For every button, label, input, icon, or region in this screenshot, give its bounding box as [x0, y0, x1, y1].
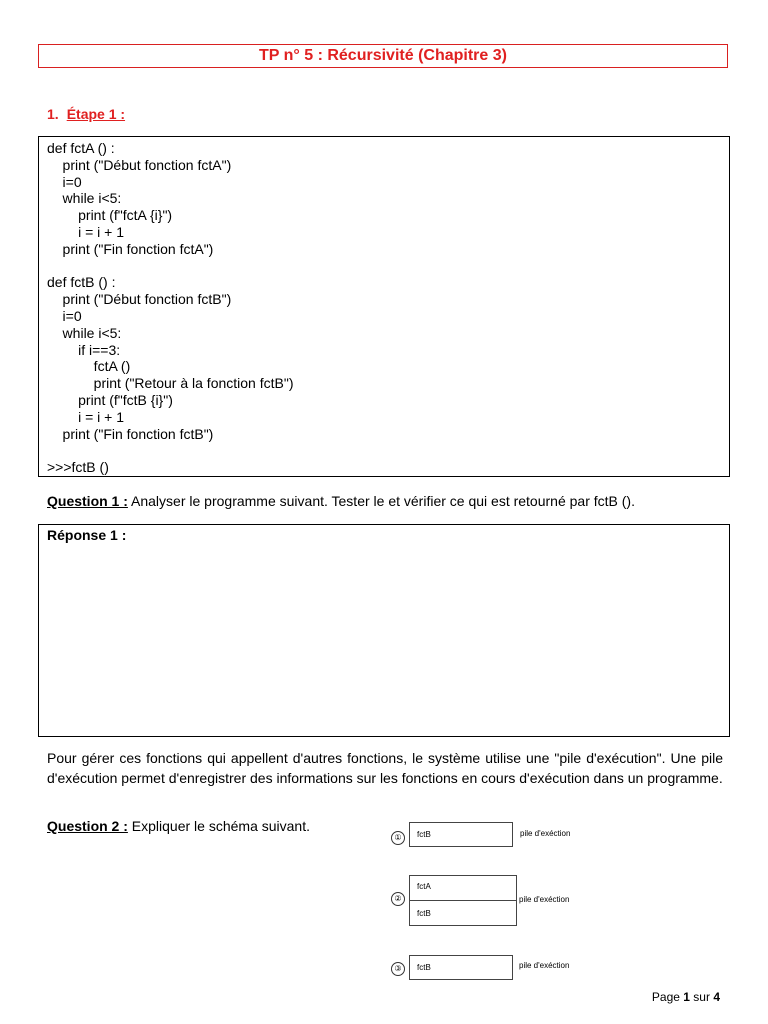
stack-label: pile d'exéction [519, 961, 570, 970]
code-line: print (f"fctB {i}") [47, 391, 173, 408]
code-line: >>>fctB () [47, 459, 109, 476]
stack-cell: fctB [409, 955, 513, 980]
stack-diagram [385, 815, 625, 985]
code-line [47, 442, 729, 459]
code-line [47, 258, 729, 275]
code-line: print ("Début fonction fctB") [47, 291, 232, 308]
code-line: i = i + 1 [47, 223, 125, 240]
code-line: print ("Début fonction fctA") [47, 156, 232, 173]
code-line: while i<5: [47, 190, 122, 207]
question-1-label: Question 1 : [47, 493, 128, 509]
step-3-marker: ③ [391, 962, 405, 976]
step-2-marker: ② [391, 892, 405, 906]
stack-label: pile d'exéction [520, 829, 571, 838]
code-line: print (f"fctA {i}") [47, 207, 173, 224]
code-line: print ("Retour à la fonction fctB") [47, 375, 294, 392]
code-line: i=0 [47, 307, 82, 324]
code-block [38, 136, 730, 477]
question-2-label: Question 2 : [47, 818, 128, 834]
code-line: while i<5: [47, 324, 122, 341]
code-line: def fctA () : [47, 140, 115, 156]
code-line: if i==3: [47, 341, 121, 358]
step-1-marker: ① [391, 831, 405, 845]
question-1 [47, 493, 635, 509]
page-number: Page 1 sur 4 [651, 990, 720, 1004]
code-line: print ("Fin fonction fctA") [47, 240, 214, 257]
code-line: print ("Fin fonction fctB") [47, 425, 214, 442]
step-label: Étape 1 : [66, 106, 126, 122]
stack-cell: fctB [409, 900, 517, 926]
question-2 [47, 818, 310, 834]
question-2-text: Expliquer le schéma suivant. [127, 818, 310, 834]
step-heading [47, 106, 125, 122]
question-1-text: Analyser le programme suivant. Tester le et vérifier ce qui est retourné par fctB (). [127, 493, 635, 509]
code-line: def fctB () : [47, 274, 116, 291]
page-title: TP n° 5 : Récursivité (Chapitre 3) [38, 44, 728, 68]
step-number: 1. [47, 106, 59, 122]
stack-cell: fctB [409, 822, 513, 847]
answer-1-label: Réponse 1 : [47, 527, 127, 543]
stack-label: pile d'exéction [519, 895, 570, 904]
code-line: fctA () [47, 358, 131, 375]
explanation-paragraph: Pour gérer ces fonctions qui appellent d'autres fonctions, le système utilise une "pile d'exécution". Une pile d'exécution permet d'enregistrer des informations sur les fonctions en cours d'exécution dans un programme. [47, 750, 723, 786]
answer-1-box[interactable] [38, 524, 730, 737]
stack-cell: fctA [409, 875, 517, 901]
code-line: i = i + 1 [47, 408, 125, 425]
code-line: i=0 [47, 173, 82, 190]
